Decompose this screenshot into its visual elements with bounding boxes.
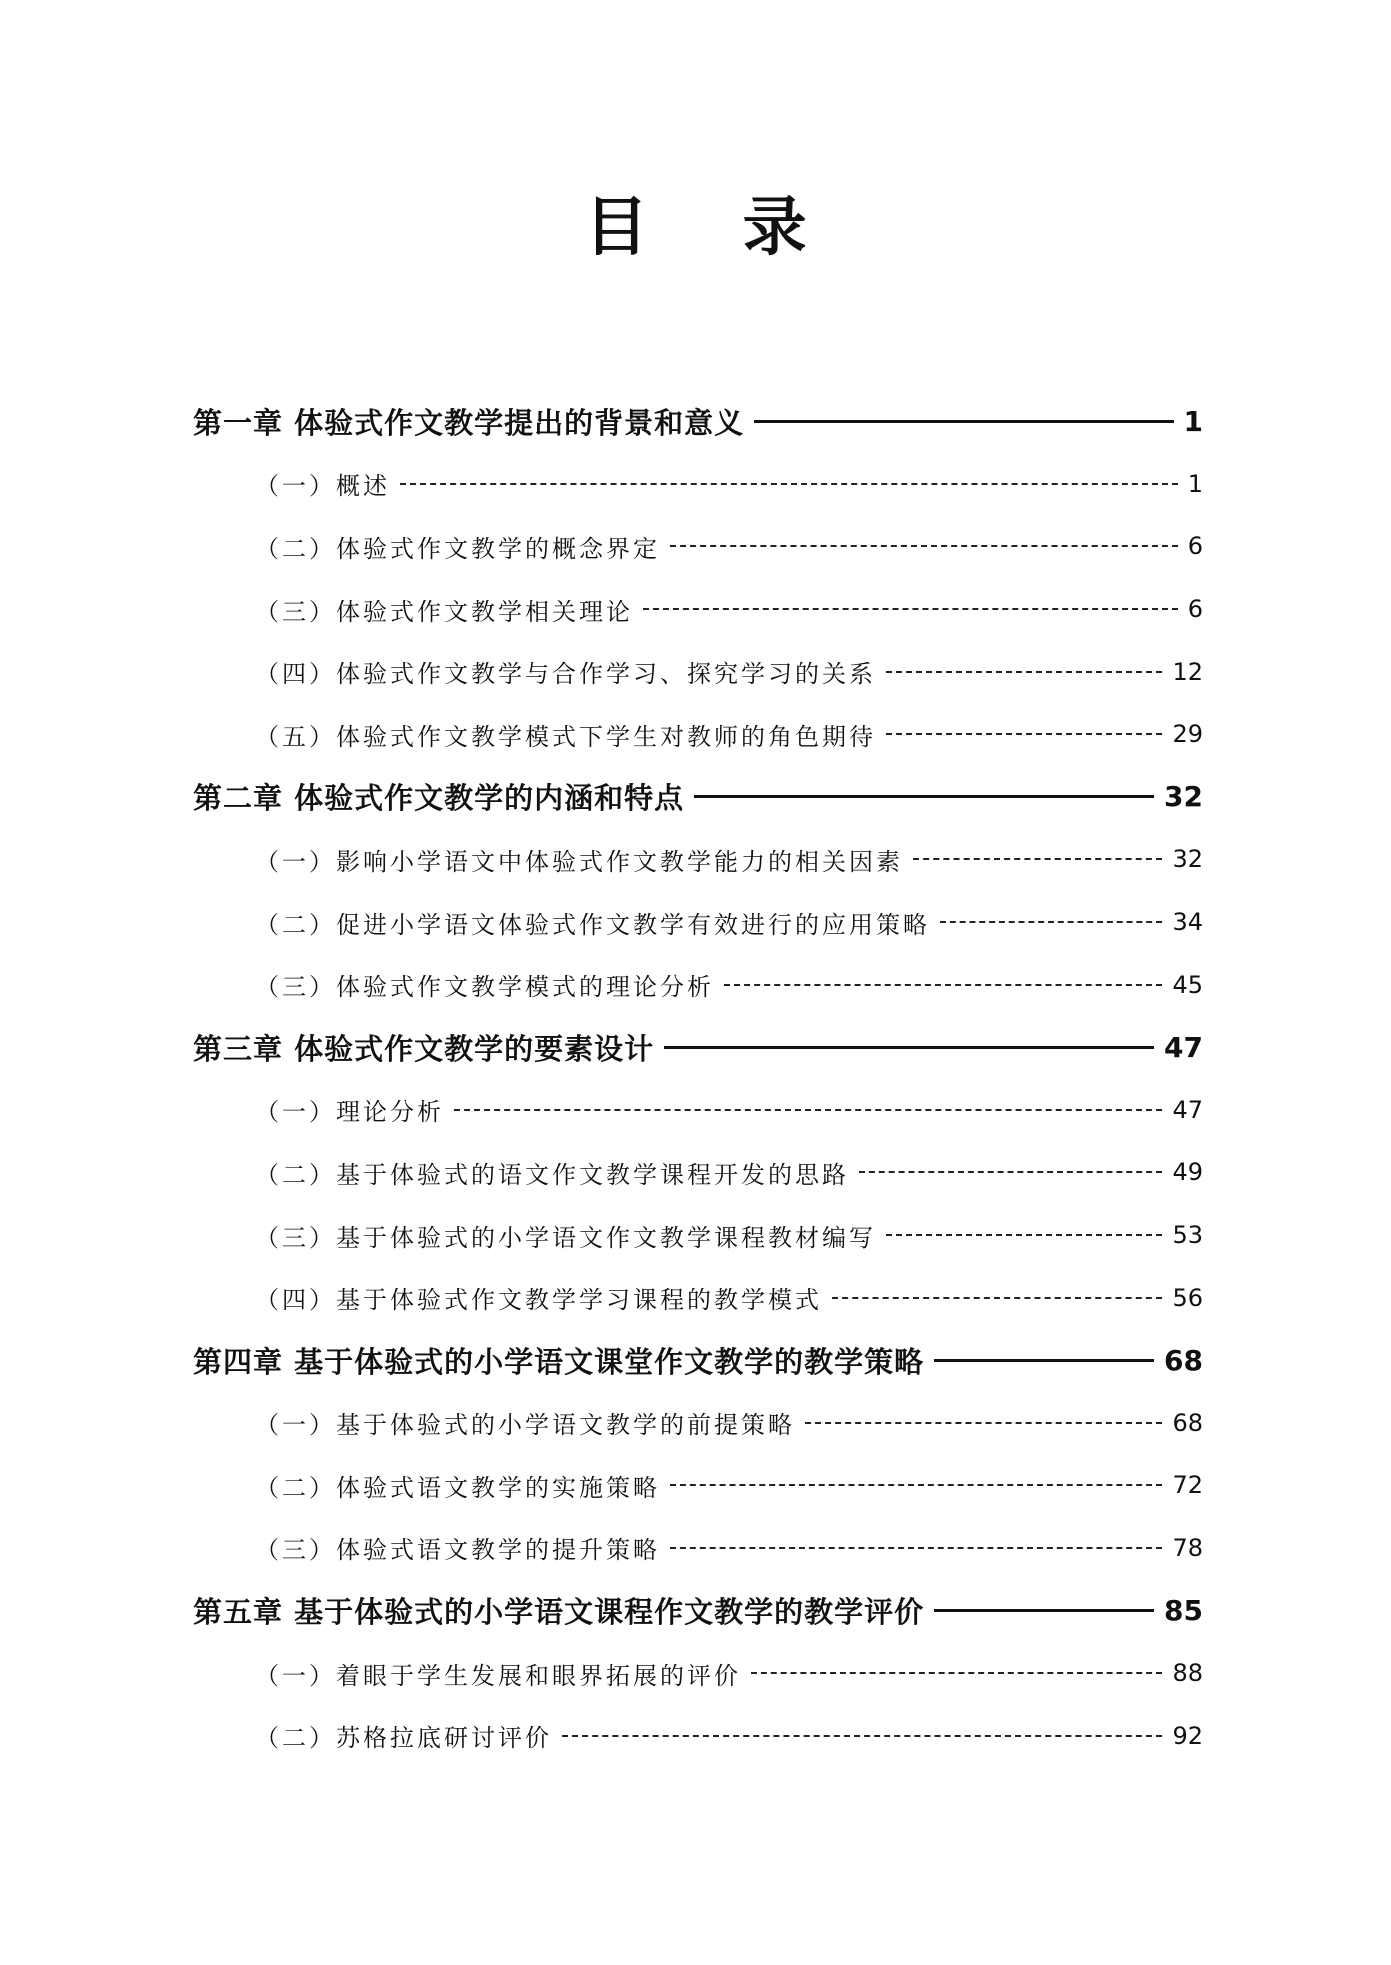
toc-section-entry[interactable] [193,1454,1203,1517]
toc-dot-leader [913,858,1162,860]
toc-dot-leader [751,1672,1162,1674]
toc-page-number: 47 [1172,1095,1203,1124]
toc-dot-leader [886,671,1162,673]
toc-dot-leader [859,1171,1162,1173]
toc-section-entry[interactable] [193,453,1203,516]
toc-entry-label: （一）基于体验式的小学语文教学的前提策略 [255,1411,795,1440]
toc-section-entry[interactable] [193,1266,1203,1329]
toc-title: 目 录 [584,190,843,265]
toc-page-number: 12 [1172,657,1203,686]
toc-entry-label: 第二章 体验式作文教学的内涵和特点 [193,781,685,816]
toc-entry-label: （一）着眼于学生发展和眼界拓展的评价 [255,1661,741,1690]
toc-page-number: 34 [1172,908,1203,937]
toc-page-number: 88 [1172,1659,1203,1688]
toc-page-number: 1 [1187,469,1203,498]
toc-page-number: 68 [1164,1343,1203,1377]
toc-section-entry[interactable] [193,1079,1203,1142]
toc-section-entry[interactable] [193,1392,1203,1455]
toc-section-entry[interactable] [193,515,1203,578]
toc-entry-label: （三）基于体验式的小学语文作文教学课程教材编写 [255,1223,876,1252]
toc-section-entry[interactable] [193,1642,1203,1705]
toc-dot-leader [664,1046,1154,1049]
toc-dot-leader [934,1359,1154,1362]
toc-chapter-entry[interactable] [193,766,1203,829]
toc-entry-label: 第三章 体验式作文教学的要素设计 [193,1031,655,1066]
toc-entry-label: （一）概述 [255,472,390,501]
toc-page-number: 6 [1187,595,1203,624]
toc-dot-leader [694,795,1154,798]
toc-entry-label: （一）影响小学语文中体验式作文教学能力的相关因素 [255,847,903,876]
toc-page-number: 92 [1172,1721,1203,1750]
toc-dot-leader [724,984,1162,986]
toc-page-number: 45 [1172,970,1203,999]
toc-entry-label: （四）体验式作文教学与合作学习、探究学习的关系 [255,660,876,689]
toc-page-number: 56 [1172,1283,1203,1312]
toc-section-entry[interactable] [193,1141,1203,1204]
toc-section-entry[interactable] [193,828,1203,891]
toc-entry-label: （二）体验式语文教学的实施策略 [255,1473,660,1502]
toc-entry-label: （一）理论分析 [255,1098,444,1127]
toc-dot-leader [670,1547,1162,1549]
toc-entry-label: 第一章 体验式作文教学提出的背景和意义 [193,405,745,440]
toc-entry-label: （三）体验式作文教学模式的理论分析 [255,973,714,1002]
toc-page-number: 32 [1172,845,1203,874]
toc-page-number: 78 [1172,1533,1203,1562]
toc-chapter-entry[interactable] [193,1329,1203,1392]
toc-section-entry[interactable] [193,703,1203,766]
toc-dot-leader [940,921,1162,923]
toc-page-number: 29 [1172,720,1203,749]
toc-entry-label: （二）体验式作文教学的概念界定 [255,534,660,563]
toc-entry-label: （四）基于体验式作文教学学习课程的教学模式 [255,1286,822,1315]
toc-entry-label: （二）苏格拉底研讨评价 [255,1724,552,1753]
toc-page-number: 32 [1164,780,1203,814]
toc-page-number: 68 [1172,1408,1203,1437]
toc-section-entry[interactable] [193,1204,1203,1267]
toc-chapter-entry[interactable] [193,390,1203,453]
toc-dot-leader [562,1735,1162,1737]
toc-chapter-entry[interactable] [193,1579,1203,1642]
toc-page-number: 1 [1183,404,1203,438]
toc-dot-leader [886,733,1162,735]
toc-section-entry[interactable] [193,1517,1203,1580]
toc-page-number: 53 [1172,1221,1203,1250]
toc-page-number: 47 [1164,1030,1203,1064]
toc-section-entry[interactable] [193,640,1203,703]
table-of-contents [193,390,1203,1767]
toc-section-entry[interactable] [193,953,1203,1016]
toc-dot-leader [670,1484,1162,1486]
toc-dot-leader [832,1297,1162,1299]
toc-page-number: 6 [1187,532,1203,561]
toc-dot-leader [670,545,1178,547]
toc-chapter-entry[interactable] [193,1016,1203,1079]
toc-section-entry[interactable] [193,891,1203,954]
toc-dot-leader [400,483,1178,485]
toc-dot-leader [934,1609,1154,1612]
toc-entry-label: （三）体验式作文教学相关理论 [255,597,633,626]
toc-dot-leader [805,1422,1162,1424]
toc-entry-label: （三）体验式语文教学的提升策略 [255,1536,660,1565]
toc-dot-leader [754,420,1173,423]
toc-entry-label: 第四章 基于体验式的小学语文课堂作文教学的教学策略 [193,1344,925,1379]
toc-entry-label: （二）基于体验式的语文作文教学课程开发的思路 [255,1160,849,1189]
toc-page-number: 49 [1172,1158,1203,1187]
toc-entry-label: 第五章 基于体验式的小学语文课程作文教学的教学评价 [193,1595,925,1630]
toc-page-number: 85 [1164,1594,1203,1628]
toc-page-number: 72 [1172,1471,1203,1500]
toc-dot-leader [454,1109,1162,1111]
toc-section-entry[interactable] [193,578,1203,641]
toc-dot-leader [643,608,1178,610]
toc-dot-leader [886,1234,1162,1236]
toc-section-entry[interactable] [193,1704,1203,1767]
toc-entry-label: （五）体验式作文教学模式下学生对教师的角色期待 [255,722,876,751]
toc-entry-label: （二）促进小学语文体验式作文教学有效进行的应用策略 [255,910,930,939]
